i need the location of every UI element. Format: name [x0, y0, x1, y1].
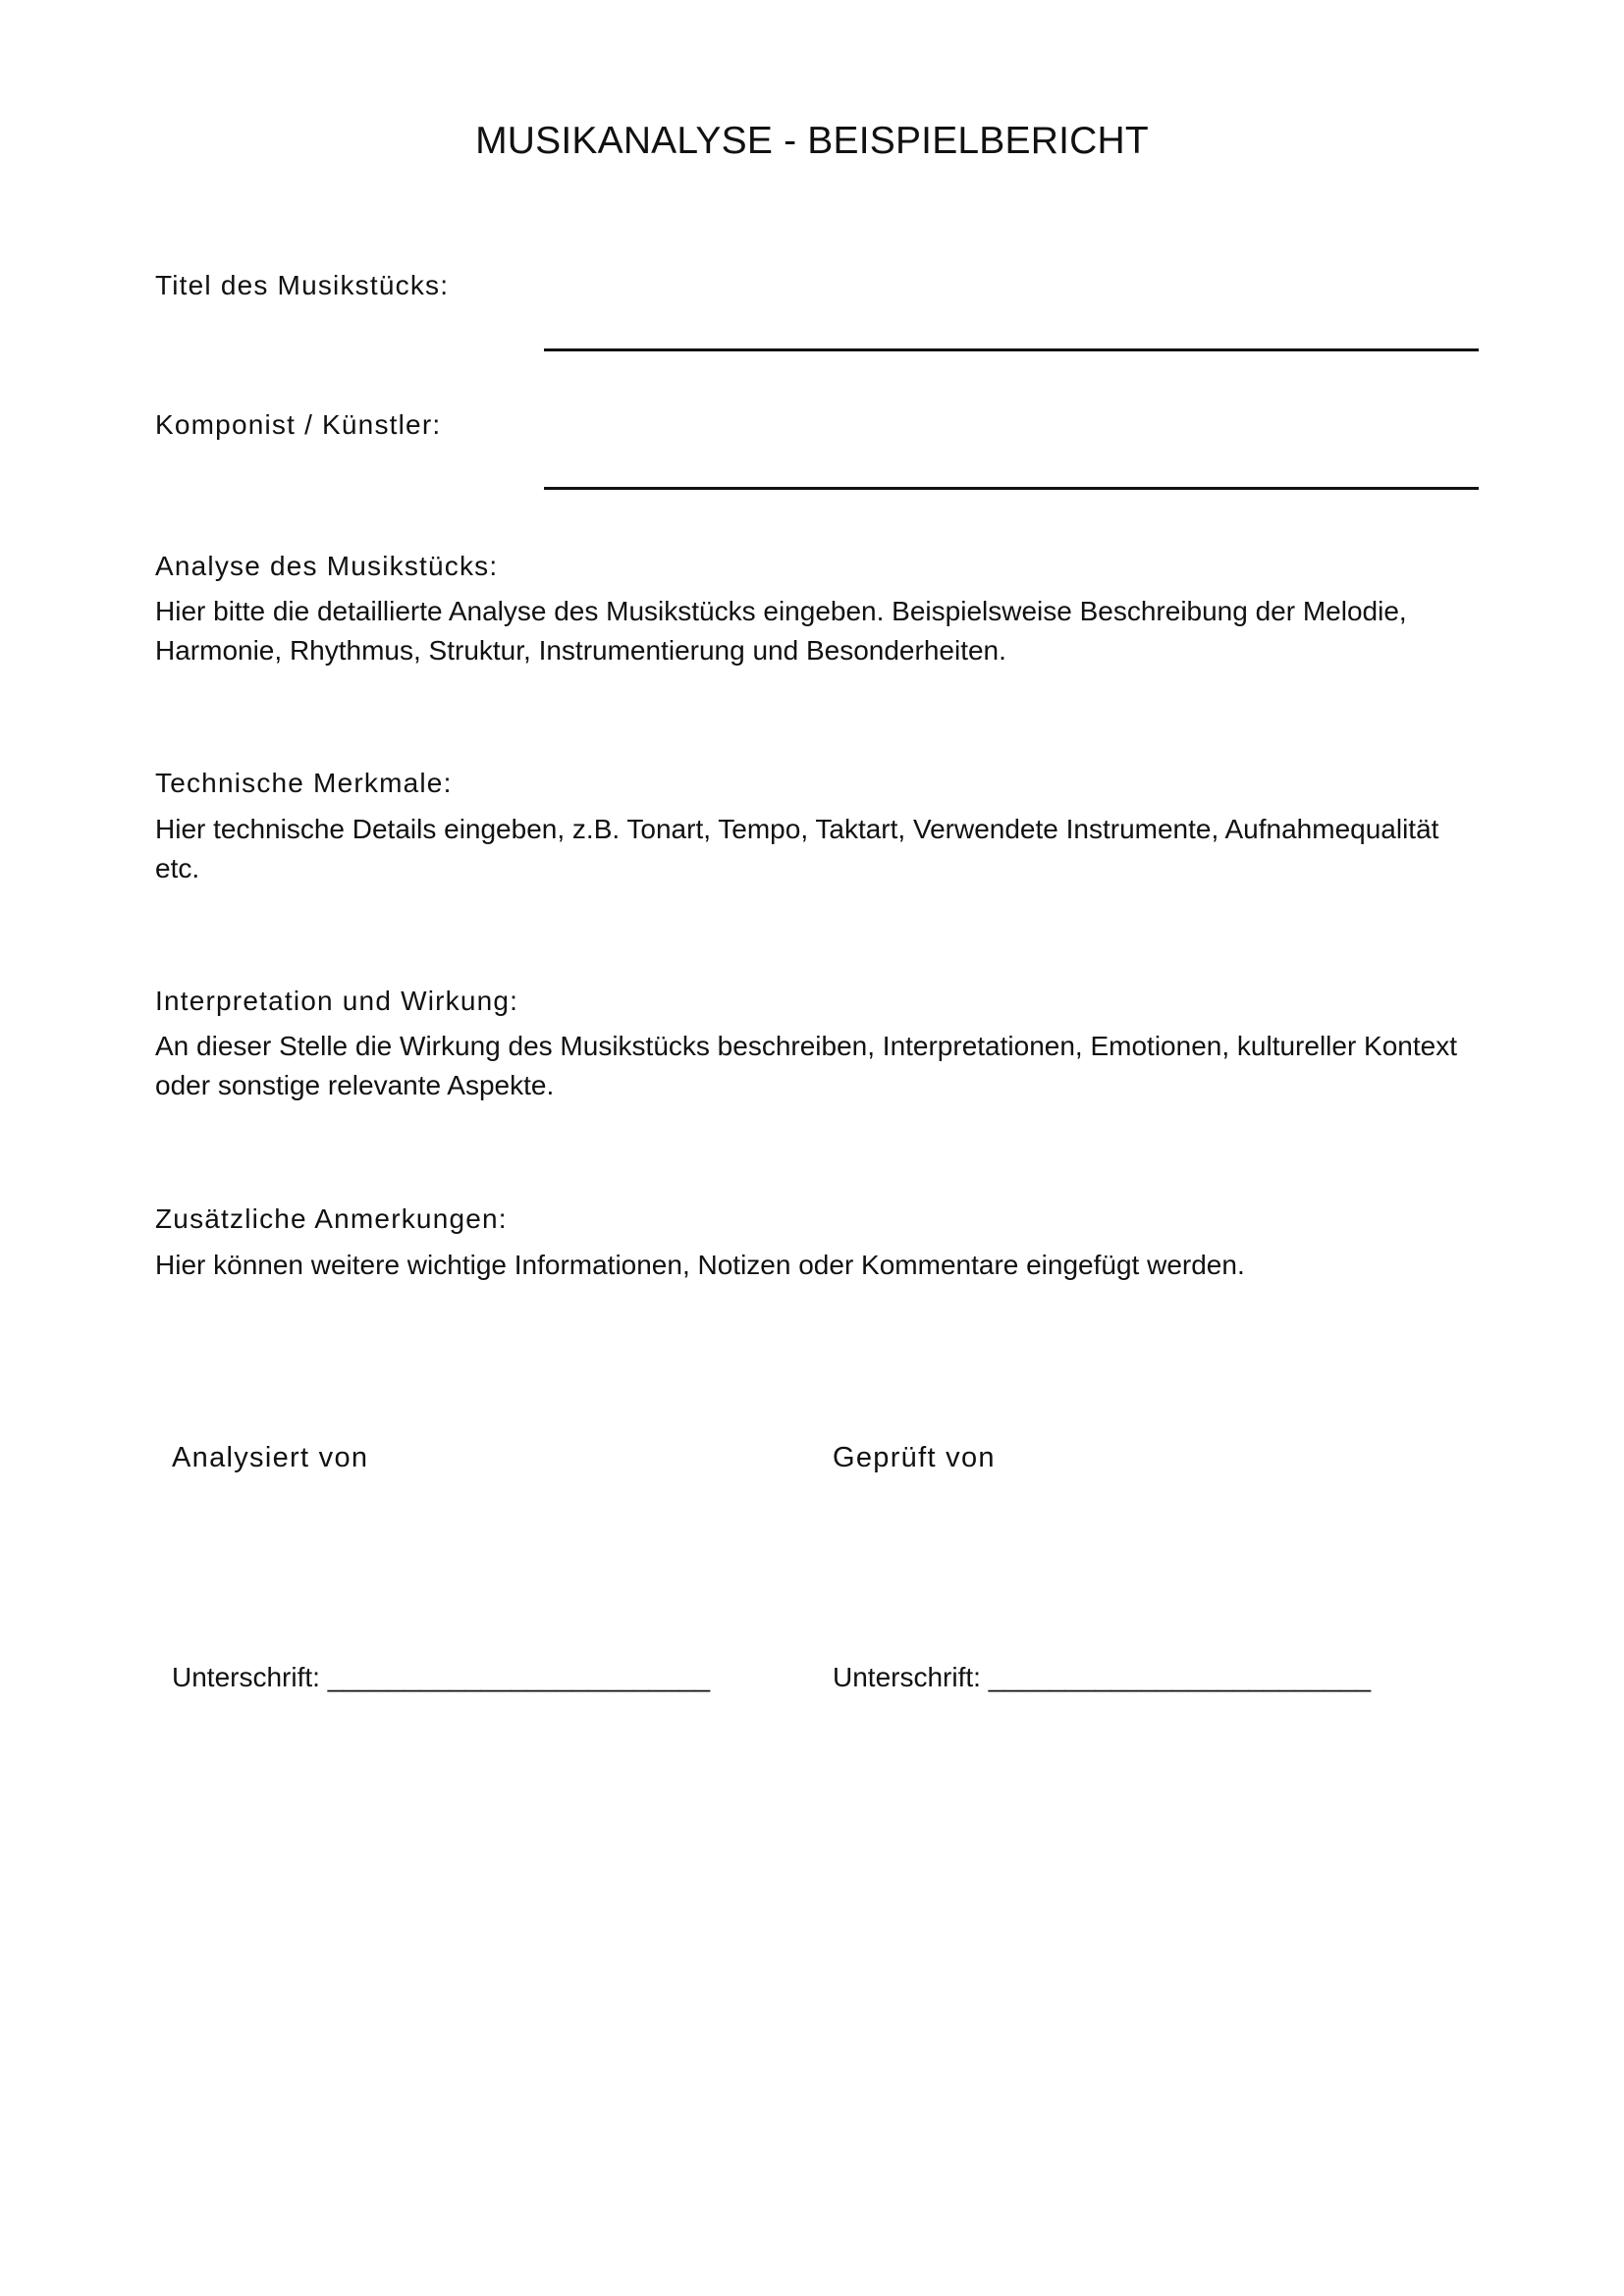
signature-left[interactable]: Unterschrift: _________________________ [172, 1662, 711, 1692]
section-body-notes: Hier können weitere wichtige Informationen, Notizen oder Kommentare eingefügt werden. [155, 1250, 1245, 1280]
signature-right[interactable]: Unterschrift: _________________________ [833, 1662, 1372, 1692]
piece-title-line[interactable] [544, 348, 1479, 351]
section-heading-analysis: Analyse des Musikstücks: [155, 551, 499, 581]
piece-title-label: Titel des Musikstücks: [155, 270, 450, 300]
section-heading-notes: Zusätzliche Anmerkungen: [155, 1203, 508, 1234]
section-heading-interpretation: Interpretation und Wirkung: [155, 986, 519, 1016]
reviewed-by-label: Geprüft von [833, 1442, 996, 1473]
composer-label: Komponist / Künstler: [155, 409, 442, 440]
section-heading-technical: Technische Merkmale: [155, 768, 453, 798]
analyzed-by-label: Analysiert von [172, 1442, 369, 1473]
section-body-technical: Hier technische Details eingeben, z.B. Tonart, Tempo, Taktart, Verwendete Instrumente, Aufnahmequalität etc. [155, 814, 1439, 883]
document-title: MUSIKANALYSE - BEISPIELBERICHT [475, 120, 1149, 162]
section-body-analysis: Hier bitte die detaillierte Analyse des Musikstücks eingeben. Beispielsweise Beschreibung der Melodie, Harmonie, Rhythmus, Struktur, Instrumentierung und Besonderheiten. [155, 596, 1407, 666]
composer-line[interactable] [544, 487, 1479, 490]
section-body-interpretation: An dieser Stelle die Wirkung des Musikstücks beschreiben, Interpretationen, Emotionen, kultureller Kontext oder sonstige relevante Aspekte. [155, 1031, 1458, 1100]
